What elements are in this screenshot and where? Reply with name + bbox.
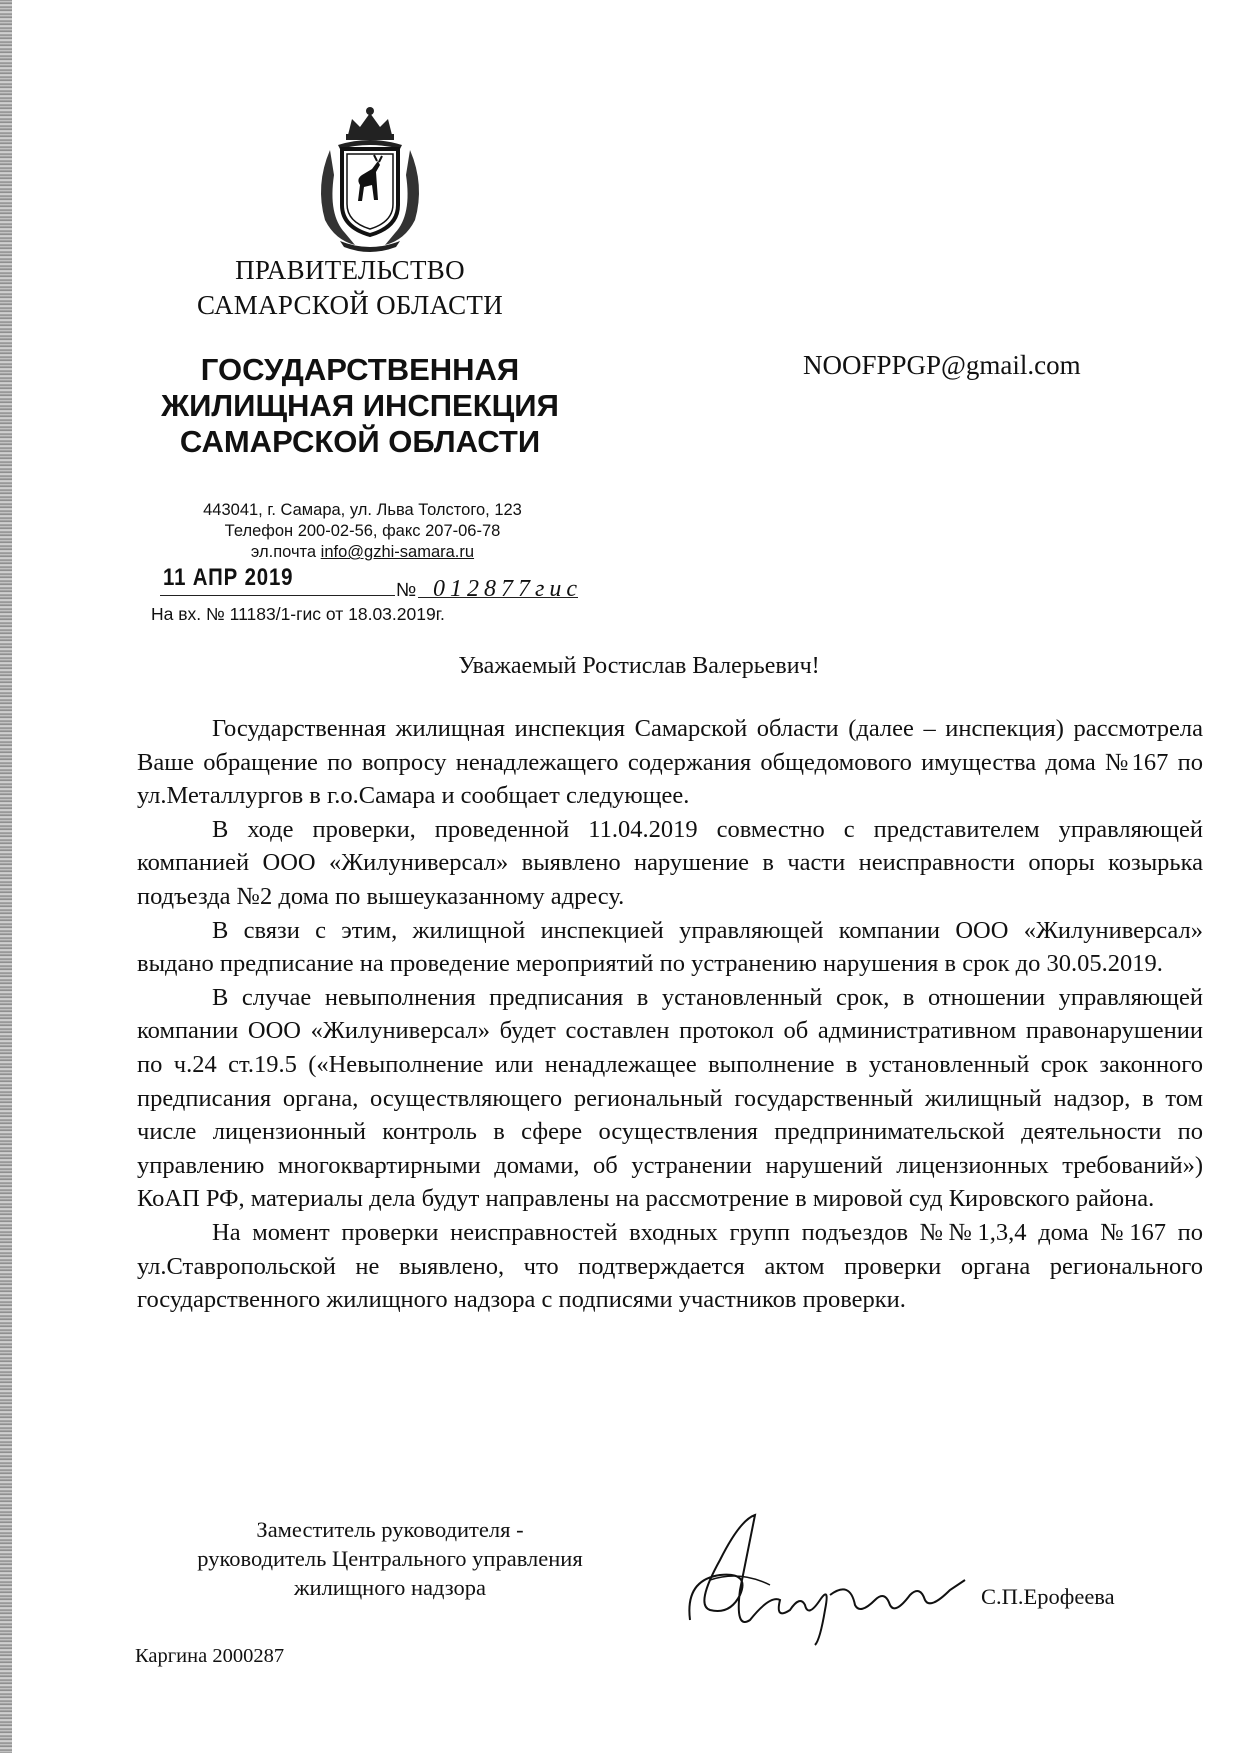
registration-number: 012877гис	[433, 576, 583, 602]
paragraph: Государственная жилищная инспекция Самарской области (далее – инспекция) рассмотрела Ваше обращение по вопросу ненадлежащего содержания общедомового имущества дома №167 по ул.Металлургов в г.о.Самара и сообщает следующее.	[137, 715, 1203, 810]
agency-phone: Телефон 200-02-56, факс 207-06-78	[224, 522, 501, 540]
agency-email-line	[155, 542, 570, 563]
government-line-1: ПРАВИТЕЛЬСТВО	[235, 255, 465, 285]
signatory-line-1: Заместитель руководителя -	[256, 1517, 524, 1542]
government-line-2: САМАРСКОЙ ОБЛАСТИ	[196, 290, 503, 320]
paragraph: В случае невыполнения предписания в установленный срок, в отношении управляющей компании ООО «Жилуниверсал» будет составлен протокол об административном правонарушении по ч.24 ст.19.5 («Невыполнение или ненадлежащее выполнение в установленный срок законного предписания органа, осуществляющего региональный государственный жилищный надзор, в том числе лицензионный контроль в сфере осуществления предпринимательской деятельности по управлению многоквартирными домами, об устранении нарушений лицензионных требований») КоАП РФ, материалы дела будут направлены на рассмотрение в мировой суд Кировского района.	[137, 983, 1203, 1213]
salutation	[0, 653, 1248, 680]
agency-line-3: САМАРСКОЙ ОБЛАСТИ	[179, 424, 541, 459]
number-underline	[418, 597, 578, 598]
agency-line-1: ГОСУДАРСТВЕННАЯ	[200, 352, 520, 387]
paragraph: В ходе проверки, проведенной 11.04.2019 совместно с представителем управляющей компанией ООО «Жилуниверсал» выявлено нарушение в части неисправности опоры козырька подъезда №2 дома по вышеуказанному адресу.	[137, 815, 1203, 910]
agency-line-2: ЖИЛИЩНАЯ ИНСПЕКЦИЯ	[161, 388, 559, 423]
date-underline	[160, 595, 395, 596]
executor-info: Каргина 2000287	[135, 1645, 285, 1667]
coat-of-arms-emblem	[300, 105, 440, 255]
recipient-email: NOOFPPGP@gmail.com	[803, 350, 1081, 380]
handwritten-signature	[680, 1500, 980, 1650]
paragraph: На момент проверки неисправностей входных групп подъездов №№1,3,4 дома №167 по ул.Ставропольской не выявлено, что подтверждается актом проверки органа регионального государственного жилищного надзора с подписями участников проверки.	[137, 1218, 1203, 1314]
agency-contacts	[155, 500, 570, 563]
paragraph: В связи с этим, жилищной инспекцией управляющей компании ООО «Жилуниверсал» выдано предписание на проведение мероприятий по устранению нарушения в срок до 30.05.2019.	[137, 916, 1203, 978]
signatory-title	[150, 1515, 630, 1602]
agency-title	[140, 352, 580, 460]
incoming-reference: На вх. № 11183/1-гис от 18.03.2019г.	[151, 604, 445, 624]
email-prefix: эл.почта	[250, 543, 321, 561]
agency-email-link[interactable]: info@gzhi-samara.ru	[320, 543, 475, 561]
letter-body	[137, 712, 1203, 1317]
government-title	[150, 253, 550, 323]
registration-date-stamp: 11 АПР 2019	[163, 564, 294, 591]
signatory-line-3: жилищного надзора	[293, 1575, 486, 1600]
agency-address: 443041, г. Самара, ул. Льва Толстого, 123	[203, 501, 522, 519]
registration-number-label: №	[396, 580, 417, 601]
signatory-line-2: руководитель Центрального управления	[197, 1546, 583, 1571]
scan-edge	[0, 0, 12, 1753]
salutation-text: Уважаемый Ростислав Валерьевич!	[458, 653, 820, 679]
signatory-name: С.П.Ерофеева	[981, 1584, 1115, 1609]
